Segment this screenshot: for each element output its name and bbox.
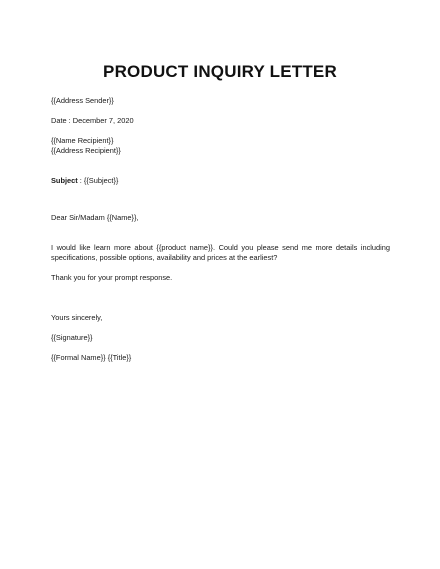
thanks-line: Thank you for your prompt response.	[51, 273, 173, 282]
address-recipient: {{Address Recipient}}	[51, 146, 121, 155]
address-sender: {{Address Sender}}	[51, 96, 114, 105]
salutation: Dear Sir/Madam {{Name}},	[51, 213, 139, 222]
date-line: Date : December 7, 2020	[51, 116, 134, 125]
formal-name-line: {{Formal Name}} {{Title}}	[51, 353, 132, 362]
closing-line: Yours sincerely,	[51, 313, 103, 322]
page-title: PRODUCT INQUIRY LETTER	[103, 62, 337, 81]
signature-line: {{Signature}}	[51, 333, 93, 342]
subject-line	[51, 176, 118, 186]
name-recipient: {{Name Recipient}}	[51, 136, 114, 145]
body-line-1: I would like learn more about {{product name}}. Could you please send me more details including	[51, 243, 390, 252]
subject-label: Subject	[51, 176, 78, 185]
body-line-2: specifications, possible options, availability and prices at the earliest?	[51, 253, 278, 262]
subject-value: : {{Subject}}	[77, 176, 119, 185]
body-paragraph	[51, 243, 390, 263]
